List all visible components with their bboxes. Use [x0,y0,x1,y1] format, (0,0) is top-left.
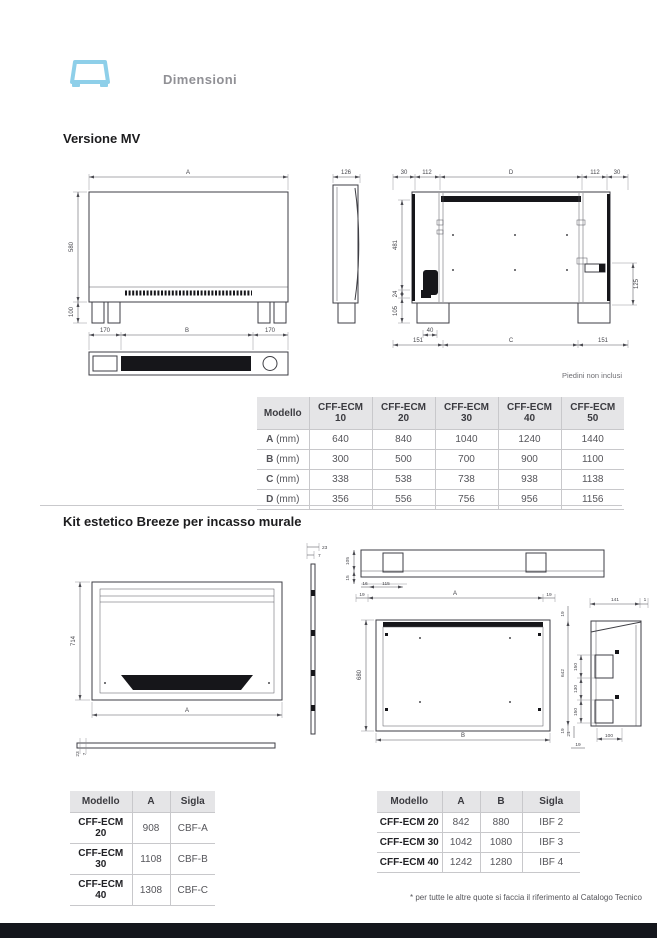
cell: 900 [498,450,561,470]
kit-panel-front-drawing [71,582,282,757]
mv-side-view-drawing [333,170,360,323]
cell: 938 [498,470,561,490]
row-label: C [266,474,274,485]
kit-box-header-row [377,791,580,813]
dim-back-151r: 151 [597,338,609,344]
dim-top-115: 115 [382,582,390,587]
dim-side-100: 100 [604,734,614,739]
dim-side-130: 130 [574,684,579,694]
table-row [70,844,215,875]
dim-back-40: 40 [426,328,434,334]
kit-panel-header-row [70,791,215,813]
table-row [377,853,580,873]
section-divider [40,505,622,506]
dim-bottom-center: B [184,328,190,334]
dim-back-481: 481 [393,239,399,251]
kit-panel-table [70,791,215,906]
cell: 556 [372,490,435,510]
cell: CBF-B [170,844,215,875]
dim-back-top-3: D [508,170,514,176]
mv-back-view-drawing [393,170,640,348]
row-label-cell [257,470,309,490]
page-title: Dimensioni [163,72,238,87]
table-row [70,813,215,844]
cell: 640 [309,430,372,450]
section-title-kit: Kit estetico Breeze per incasso murale [63,514,302,529]
cell: 1280 [480,853,522,873]
dim-back-top-4: 112 [590,170,600,176]
dim-back-top-2: 112 [422,170,432,176]
dim-top-105: 105 [346,556,351,566]
dim-panel-profile-23: 23 [76,751,81,757]
cell: 700 [435,450,498,470]
kit-drawings [55,540,655,780]
dim-side-depth: 126 [340,170,352,176]
dim-box-height: 680 [357,669,363,681]
col-header: A [132,791,170,813]
cell: 956 [498,490,561,510]
cell: 1080 [480,833,522,853]
cell: 1308 [132,875,170,906]
cell: 840 [372,430,435,450]
dim-back-105: 105 [393,305,399,317]
table-row [257,490,624,510]
dim-top-19l: 19 [359,593,365,598]
dim-front-width: A [185,170,191,176]
dim-back-24: 24 [393,290,399,298]
cell: 338 [309,470,372,490]
row-unit: (mm) [276,474,300,485]
col-header: Modello [70,791,132,813]
fancoil-icon [68,58,112,92]
footer-bar [0,923,657,938]
mv-front-view-drawing [69,170,288,323]
dim-panel-height: 714 [71,635,77,647]
col-header: Modello [377,791,442,813]
col-header: CFF-ECM 50 [561,397,624,430]
dim-top-19r: 19 [546,593,552,598]
dim-side-150a: 150 [574,662,579,672]
cell: 1042 [442,833,480,853]
cell: 756 [435,490,498,510]
fancoil-icon-svg [68,58,112,92]
dim-back-151l: 151 [412,338,424,344]
cell: 1240 [498,430,561,450]
dim-back-top-1: 30 [400,170,408,176]
dim-profile-7: 7 [318,554,321,559]
dim-side-21: 21 [567,731,572,737]
row-label: B [266,454,274,465]
row-label-cell [257,430,309,450]
col-header: A [442,791,480,813]
kit-box-top-drawing [345,550,604,602]
table-row [257,430,624,450]
row-unit: (mm) [276,454,300,465]
mv-dimensions-table [257,397,624,510]
model-cell: CFF-ECM 30 [70,844,132,875]
col-header: Sigla [522,791,580,813]
model-cell: CFF-ECM 40 [70,875,132,906]
cell: 1440 [561,430,624,450]
col-header: CFF-ECM 10 [309,397,372,430]
dim-top-a: A [452,591,458,597]
dim-feet-height: 100 [69,306,75,318]
table-row [70,875,215,906]
table-row [377,833,580,853]
row-label: D [266,494,274,505]
dim-top-16: 16 [362,582,368,587]
dim-bottom-right: 170 [264,328,276,334]
col-header: Modello [257,397,309,430]
cell: 1040 [435,430,498,450]
row-label-cell [257,490,309,510]
cell: IBF 4 [522,853,580,873]
cell: 842 [442,813,480,833]
cell: 1156 [561,490,624,510]
mv-drawings [55,160,650,395]
kit-box-back-drawing [357,620,550,743]
col-header: CFF-ECM 40 [498,397,561,430]
table-row [377,813,580,833]
model-cell: CFF-ECM 40 [377,853,442,873]
cell: 1138 [561,470,624,490]
row-label-cell [257,450,309,470]
dim-panel-profile-7: 7 [83,752,88,756]
kit-box-table [377,791,580,873]
col-header: CFF-ECM 30 [435,397,498,430]
dim-side-1: 1 [643,598,647,603]
dim-back-125: 125 [634,278,640,290]
cell: 1242 [442,853,480,873]
cell: 738 [435,470,498,490]
cell: CBF-A [170,813,215,844]
model-cell: CFF-ECM 20 [70,813,132,844]
dim-profile-23: 23 [322,546,328,551]
dim-back-c: C [508,338,514,344]
cell: 500 [372,450,435,470]
col-header: B [480,791,522,813]
cell: 880 [480,813,522,833]
cell: 356 [309,490,372,510]
cell: CBF-C [170,875,215,906]
dim-side-19c: 19 [575,743,581,748]
col-header: CFF-ECM 20 [372,397,435,430]
table-row [257,450,624,470]
kit-box-side-drawing [560,597,648,748]
model-cell: CFF-ECM 20 [377,813,442,833]
row-label: A [266,434,274,445]
kit-side-profile-drawing [307,543,328,734]
dim-side-141: 141 [610,598,620,603]
dim-box-width: B [460,733,466,739]
dim-side-642: 642 [561,668,566,678]
feet-note: Piedini non inclusi [561,371,622,380]
dim-panel-width: A [184,708,190,714]
section-title-versione-mv: Versione MV [63,131,141,146]
dim-back-top-5: 30 [613,170,621,176]
cell: 1100 [561,450,624,470]
row-unit: (mm) [276,494,300,505]
dim-side-150b: 150 [574,707,579,717]
dim-top-15: 15 [346,575,351,581]
dim-front-height: 580 [69,241,75,253]
cell: 1108 [132,844,170,875]
model-cell: CFF-ECM 30 [377,833,442,853]
col-header: Sigla [170,791,215,813]
footnote: * per tutte le altre quote si faccia il riferimento al Catalogo Tecnico [410,893,642,902]
mv-table-header-row [257,397,624,430]
dim-side-19b: 19 [561,728,566,734]
cell: IBF 3 [522,833,580,853]
table-row [257,470,624,490]
mv-bottom-view-drawing [89,328,288,375]
dim-side-19t: 19 [561,611,566,617]
cell: IBF 2 [522,813,580,833]
cell: 538 [372,470,435,490]
cell: 908 [132,813,170,844]
dim-bottom-left: 170 [99,328,111,334]
cell: 300 [309,450,372,470]
row-unit: (mm) [276,434,300,445]
